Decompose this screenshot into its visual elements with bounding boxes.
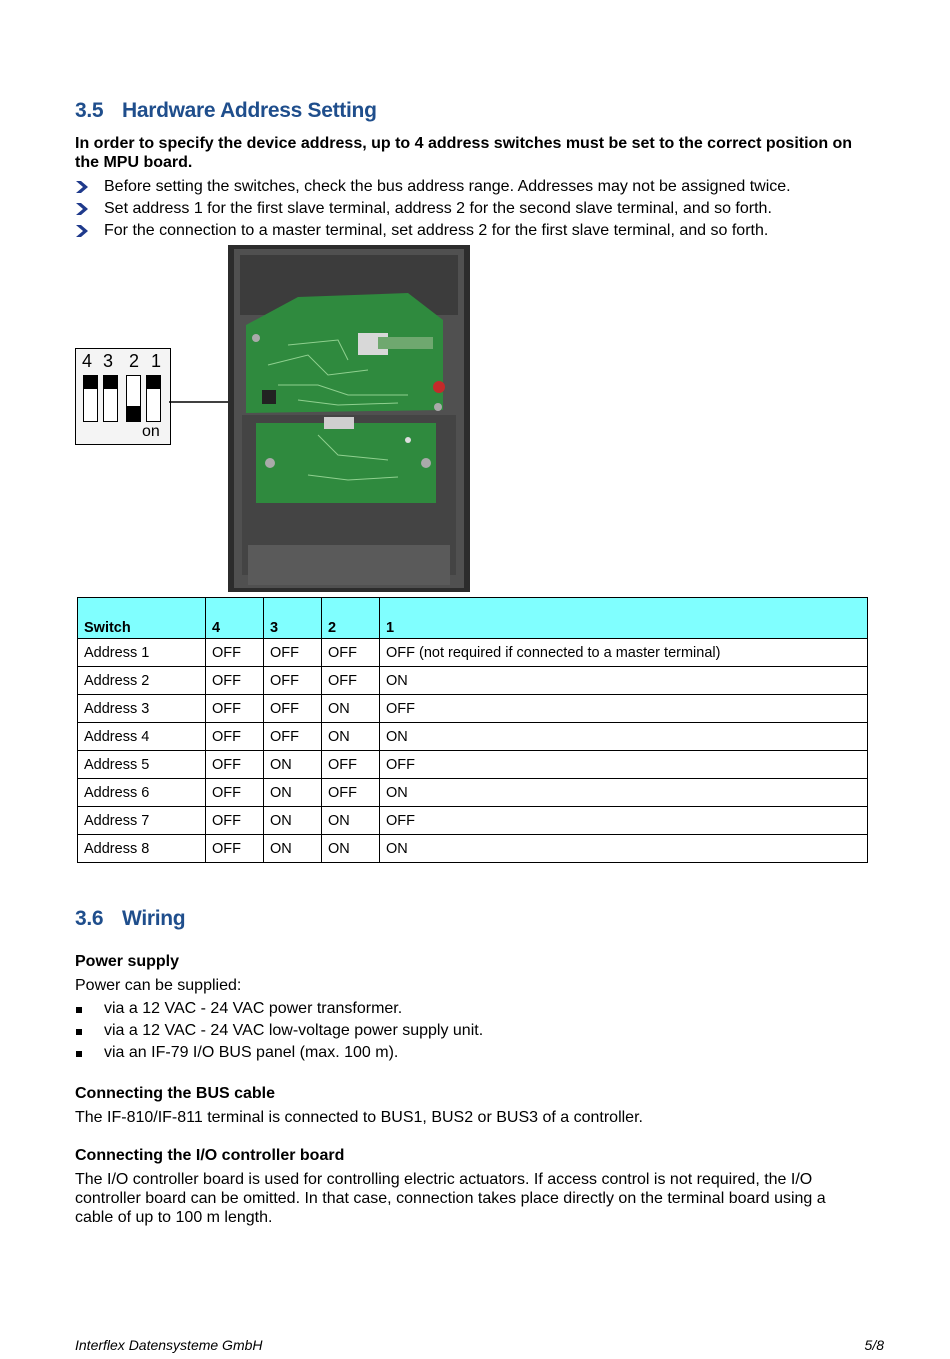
table-cell: OFF: [380, 751, 868, 779]
table-cell: ON: [264, 779, 322, 807]
footer-page-number: 5/8: [864, 1337, 884, 1353]
table-cell: ON: [264, 807, 322, 835]
table-cell: OFF: [264, 695, 322, 723]
chevron-right-icon: [75, 225, 89, 237]
address-switch-table: [77, 597, 868, 863]
bullet-text: Set address 1 for the first slave terminal, address 2 for the second slave terminal, and so forth.: [104, 200, 772, 217]
dip-number: 4: [82, 351, 93, 371]
table-cell: OFF: [322, 639, 380, 667]
table-row: [78, 807, 868, 835]
io-text-line: controller board can be omitted. In that case, connection takes place directly on the terminal board using a: [75, 1190, 826, 1207]
table-cell: OFF: [322, 667, 380, 695]
dip-switch-3: [103, 375, 118, 422]
chevron-right-icon: [75, 181, 89, 193]
table-cell: OFF: [206, 639, 264, 667]
table-cell: OFF: [322, 779, 380, 807]
intro-paragraph: In order to specify the device address, up to 4 address switches must be set to the correct position on the MPU board.: [75, 135, 853, 171]
section-number: 3.6: [75, 907, 104, 930]
table-row: [78, 667, 868, 695]
dip-number: 2: [129, 351, 140, 371]
device-board-photo: [228, 245, 470, 592]
io-text-line: The I/O controller board is used for controlling electric actuators. If access control is not required, the I/O: [75, 1171, 813, 1188]
chevron-right-icon: [75, 203, 89, 215]
table-cell: OFF: [206, 695, 264, 723]
subheading-power-supply: Power supply: [75, 953, 180, 970]
table-cell: ON: [380, 835, 868, 863]
section-heading-3-6: [75, 907, 185, 931]
table-cell: ON: [322, 835, 380, 863]
table-cell: OFF: [264, 723, 322, 751]
section-heading-3-5: [75, 99, 377, 123]
dip-switch-4: [83, 375, 98, 422]
bus-text: The IF-810/IF-811 terminal is connected to BUS1, BUS2 or BUS3 of a controller.: [75, 1109, 643, 1126]
power-list-text: via a 12 VAC - 24 VAC power transformer.: [104, 1000, 403, 1017]
table-cell: OFF: [206, 835, 264, 863]
square-bullet-icon: [76, 1007, 82, 1013]
dip-number: 3: [103, 351, 114, 371]
power-list-text: via a 12 VAC - 24 VAC low-voltage power supply unit.: [104, 1022, 484, 1039]
square-bullet-icon: [76, 1051, 82, 1057]
table-cell: ON: [264, 835, 322, 863]
table-header-cell: 4: [206, 598, 264, 639]
table-cell: Address 1: [78, 639, 206, 667]
dip-switch-diagram: [75, 348, 171, 445]
square-bullet-icon: [76, 1029, 82, 1035]
table-cell: OFF: [264, 667, 322, 695]
table-cell: OFF: [206, 807, 264, 835]
table-header-cell: 1: [380, 598, 868, 639]
table-header-cell: Switch: [78, 598, 206, 639]
table-cell: Address 7: [78, 807, 206, 835]
bullet-text: Before setting the switches, check the bus address range. Addresses may not be assigned twice.: [104, 178, 791, 195]
table-header-cell: 2: [322, 598, 380, 639]
table-row: [78, 835, 868, 863]
table-cell: ON: [322, 807, 380, 835]
dip-number: 1: [151, 351, 162, 371]
dip-switch-1: [146, 375, 161, 422]
table-cell: OFF: [206, 751, 264, 779]
table-cell: ON: [322, 723, 380, 751]
table-cell: OFF: [380, 807, 868, 835]
table-cell: OFF (not required if connected to a master terminal): [380, 639, 868, 667]
table-cell: Address 2: [78, 667, 206, 695]
dip-switch-2: [126, 375, 141, 422]
bullet-text: For the connection to a master terminal, set address 2 for the first slave terminal, and so forth.: [104, 222, 769, 239]
section-title: Wiring: [122, 907, 186, 930]
subheading-io-controller: Connecting the I/O controller board: [75, 1147, 345, 1164]
table-cell: Address 8: [78, 835, 206, 863]
io-text-line: cable of up to 100 m length.: [75, 1209, 273, 1226]
table-row: [78, 779, 868, 807]
table-cell: Address 5: [78, 751, 206, 779]
table-cell: OFF: [206, 723, 264, 751]
table-cell: ON: [380, 667, 868, 695]
table-cell: OFF: [206, 779, 264, 807]
power-list-text: via an IF-79 I/O BUS panel (max. 100 m).: [104, 1044, 399, 1061]
power-intro: Power can be supplied:: [75, 977, 242, 994]
table-cell: ON: [380, 723, 868, 751]
table-row: [78, 751, 868, 779]
footer-company: Interflex Datensysteme GmbH: [75, 1337, 263, 1353]
section-number: 3.5: [75, 99, 104, 122]
table-cell: OFF: [206, 667, 264, 695]
section-title: Hardware Address Setting: [122, 99, 377, 122]
table-cell: OFF: [380, 695, 868, 723]
table-cell: ON: [322, 695, 380, 723]
table-cell: Address 4: [78, 723, 206, 751]
table-row: [78, 723, 868, 751]
table-row: [78, 695, 868, 723]
table-cell: ON: [380, 779, 868, 807]
table-cell: Address 6: [78, 779, 206, 807]
table-header-cell: 3: [264, 598, 322, 639]
table-cell: ON: [264, 751, 322, 779]
table-cell: OFF: [264, 639, 322, 667]
table-cell: Address 3: [78, 695, 206, 723]
dip-on-label: on: [142, 423, 160, 440]
table-row: [78, 639, 868, 667]
subheading-bus-cable: Connecting the BUS cable: [75, 1085, 276, 1102]
table-header-row: [78, 598, 868, 639]
table-cell: OFF: [322, 751, 380, 779]
